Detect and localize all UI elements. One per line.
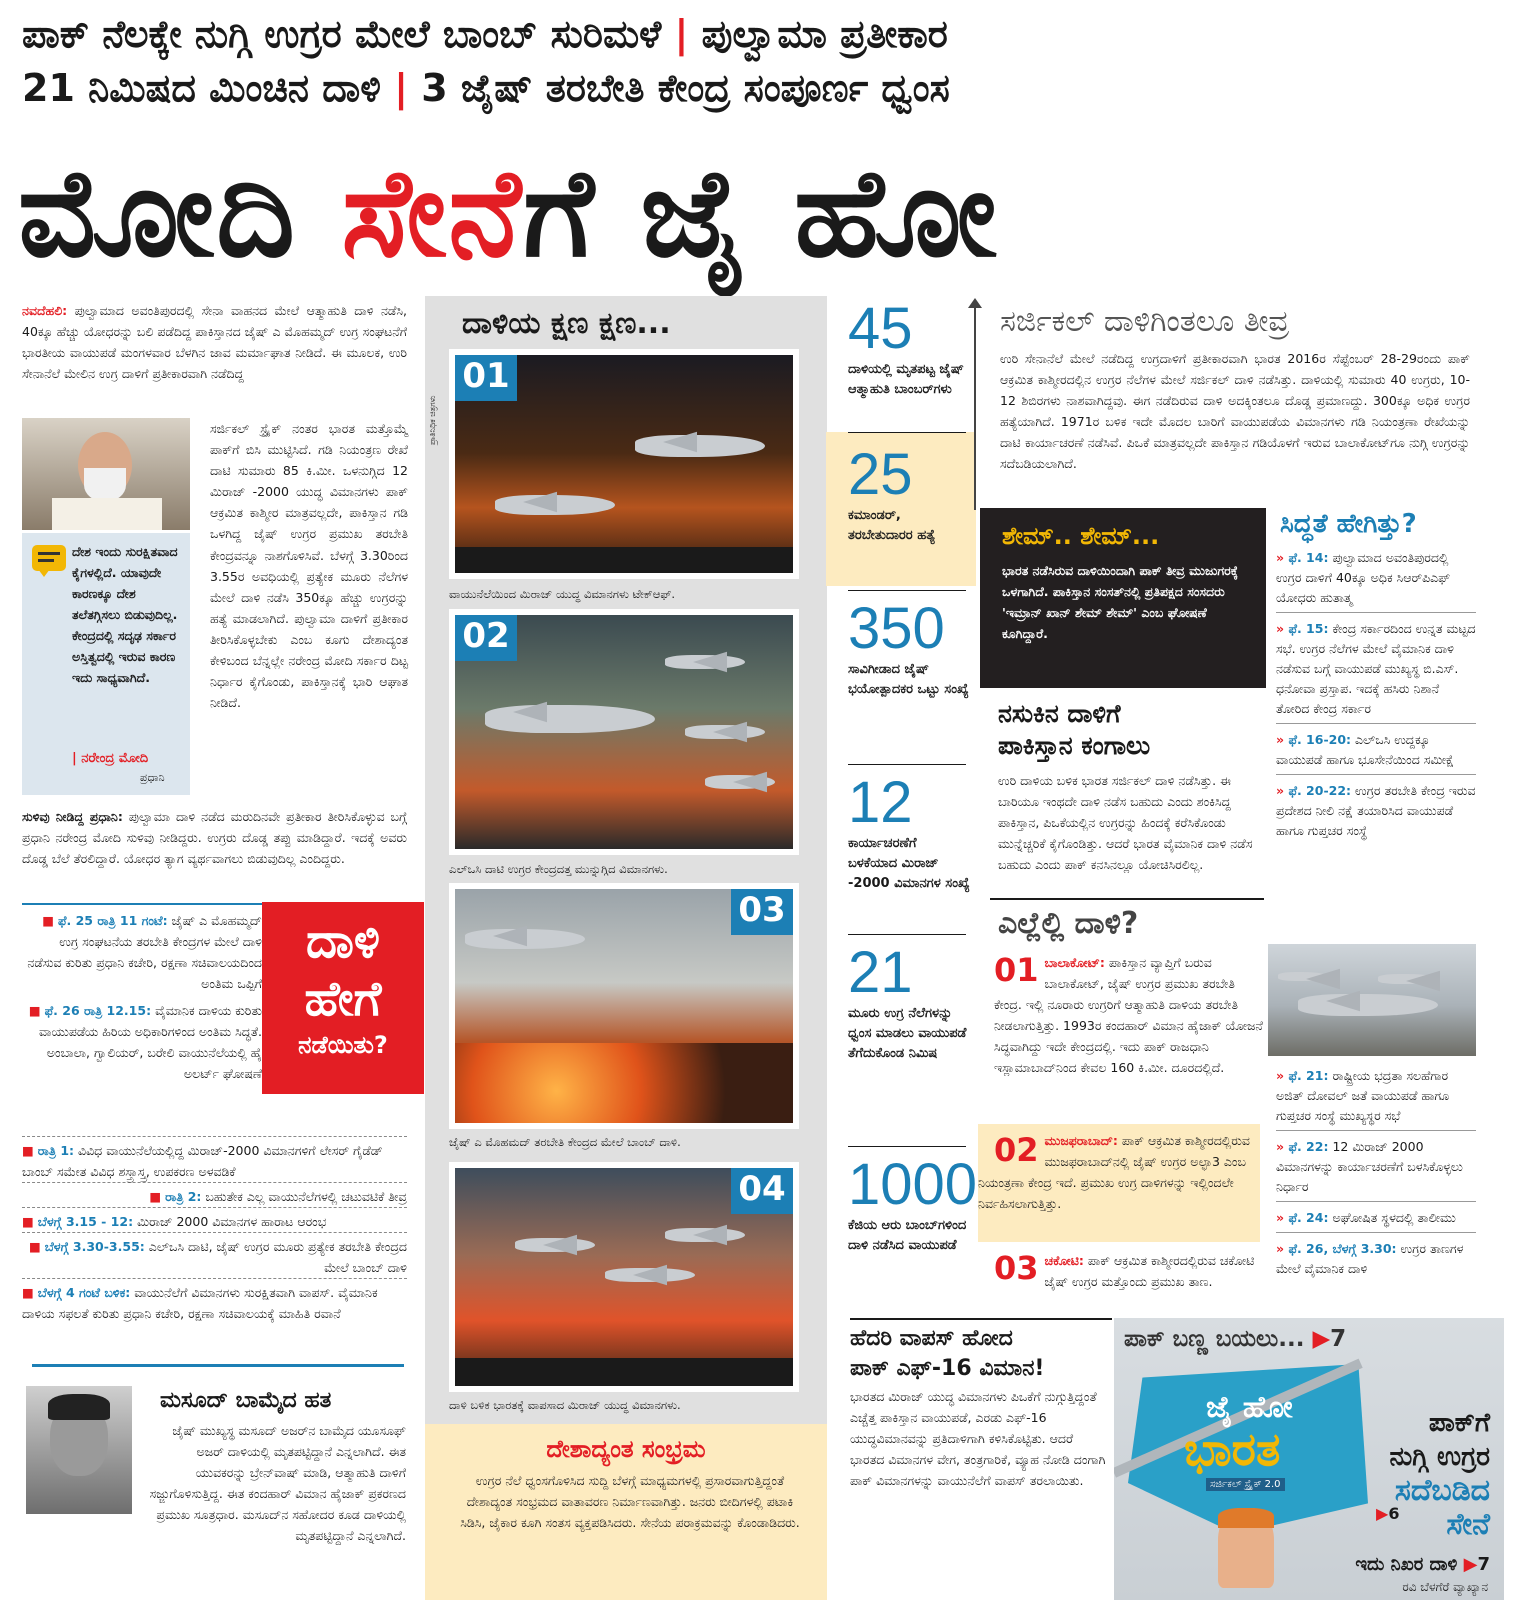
- timeline-time: ಬೆಳಗ್ಗೆ 3.30-3.55:: [44, 1239, 145, 1254]
- promo-top: [1124, 1322, 1346, 1356]
- preparation-time: ಫೆ. 14:: [1288, 550, 1329, 565]
- kicker-line-1-b: ಪುಲ್ವಾಮಾ ಪ್ರತೀಕಾರ: [701, 12, 948, 56]
- timeline-text: ವೈಮಾನಿಕ ದಾಳಿಯ ಕುರಿತು ವಾಯುಪಡೆಯ ಹಿರಿಯ ಅಧಿಕಾರಿಗಳಿಂದ ಅಂತಿಮ ಸಿದ್ಧತೆ. ಅಂಬಾಲಾ, ಗ್ವಾಲಿಯರ್, ಬರೇಲಿ ವಾಯುನೆಲೆಯಲ್ಲಿ ಹೈ ಅಲರ್ಟ್ ಘೋಷಣೆ: [39, 1003, 262, 1081]
- lead-para-1: ಪುಲ್ವಾಮಾದ ಅವಂತಿಪುರದಲ್ಲಿ ಸೇನಾ ವಾಹನದ ಮೇಲೆ ಆತ್ಮಾಹುತಿ ದಾಳಿ ನಡೆಸಿ, 40ಕ್ಕೂ ಹೆಚ್ಚು ಯೋಧರನ್ನು ಬಲಿ ಪಡೆದಿದ್ದ ಪಾಕಿಸ್ತಾನದ ಜೈಷ್ ಎ ಮೊಹಮ್ಮದ್ ಉಗ್ರ ಸಂಘಟನೆಗೆ ಭಾರತೀಯ ವಾಯುಪಡೆ ಮಂಗಳವಾರ ಬೆಳಗಿನ ಜಾವ ಮರ್ಮಾಘಾತ ನೀಡಿದೆ. ಈ ಮೂಲಕ, ಉರಿ ಸೇನಾನೆಲೆ ಮೇಲಿನ ಉಗ್ರ ದಾಳಿಗೆ ಪ್ರತೀಕಾರವಾಗಿ ನಡೆದಿದ್ದ: [22, 303, 407, 381]
- photo-caption-03: ಜೈಷ್ ಎ ಮೊಹಮದ್ ತರಬೇತಿ ಕೇಂದ್ರದ ಮೇಲೆ ಬಾಂಬ್ ದಾಳಿ.: [449, 1135, 681, 1149]
- lead-story-hint: [22, 806, 407, 869]
- promo-top-text: ಪಾಕ್ ಬಣ್ಣ ಬಯಲು...: [1124, 1326, 1305, 1352]
- jet-shape: [515, 1238, 595, 1252]
- kicker-line-2-a: 21 ನಿಮಿಷದ ಮಿಂಚಿನ ದಾಳಿ: [22, 66, 381, 110]
- stat-number: 21: [848, 940, 913, 1005]
- where-item-2: [978, 1124, 1260, 1242]
- shame-text: ಭಾರತ ನಡೆಸಿರುವ ದಾಳಿಯಿಂದಾಗಿ ಪಾಕ್ ತೀವ್ರ ಮುಜುಗರಕ್ಕೆ ಒಳಗಾಗಿದೆ. ಪಾಕಿಸ್ತಾನ ಸಂಸತ್‌ನಲ್ಲಿ ಪ್ರತಿಪಕ್ಷದ ಸಂಸದರು 'ಇಮ್ರಾನ್ ಖಾನ್ ಶೇಮ್ ಶೇಮ್' ಎಂಬ ಘೋಷಣೆ ಕೂಗಿದ್ದಾರೆ.: [1002, 563, 1239, 641]
- stat-text: ಕಾರ್ಯಾಚರಣೆಗೆ ಬಳಕೆಯಾದ ಮಿರಾಜ್ -2000 ವಿಮಾನಗಳ ಸಂಖ್ಯೆ: [848, 836, 970, 891]
- headline-part-2: ಸೇನೆ: [341, 142, 523, 284]
- jet-shape: [665, 655, 745, 669]
- explosion-shape: [455, 1043, 793, 1123]
- stat-text: ಮೂರು ಉಗ್ರ ನೆಲೆಗಳನ್ನು ಧ್ವಂಸ ಮಾಡಲು ವಾಯುಪಡೆ ತೆಗೆದುಕೊಂಡ ನಿಮಿಷ: [848, 1006, 967, 1061]
- surgical-title: ಸರ್ಜಿಕಲ್ ದಾಳಿಗಿಂತಲೂ ತೀವ್ರ: [1000, 304, 1289, 339]
- play-icon: ▶: [1312, 1326, 1331, 1352]
- stat-divider: [848, 934, 966, 935]
- promo-bottom: [1355, 1554, 1490, 1575]
- where-number: 01: [994, 951, 1039, 989]
- surgical-text: ಉರಿ ಸೇನಾನೆಲೆ ಮೇಲೆ ನಡೆದಿದ್ದ ಉಗ್ರದಾಳಿಗೆ ಪ್ರತೀಕಾರವಾಗಿ ಭಾರತ 2016ರ ಸೆಪ್ಟೆಂಬರ್ 28-29ರಂದು ಪಾಕ್ ಆಕ್ರಮಿತ ಕಾಶ್ಮೀರದಲ್ಲಿನ ಉಗ್ರರ ನೆಲೆಗಳ ಮೇಲೆ ಸರ್ಜಿಕಲ್ ದಾಳಿ ನಡೆಸಿತ್ತು. ದಾಳಿಯಲ್ಲಿ ಸುಮಾರು 40 ಉಗ್ರರು, 10-12 ಶಿಬಿರಗಳು ನಾಶವಾಗಿದ್ದವು. ಈಗ ನಡೆದಿರುವ ದಾಳಿ ಅದಕ್ಕಿಂತಲೂ ದೊಡ್ಡ ಪ್ರಮಾಣದ್ದು. 300ಕ್ಕೂ ಅಧಿಕ ಉಗ್ರರ ಹತ್ಯೆಯಾಗಿದೆ. 1971ರ ಬಳಿಕ ಇದೇ ಮೊದಲ ಬಾರಿಗೆ ವಾಯುಪಡೆಯ ವಿಮಾನಗಳು ಗಡಿ ನಿಯಂತ್ರಣಾ ರೇಖೆಯನ್ನು ದಾಟಿ ಕಾರ್ಯಾಚರಣೆ ನಡೆಸಿವೆ. ಪಿಒಕೆ ಮಾತ್ರವಲ್ಲದೇ ಪಾಕಿಸ್ತಾನ ಗಡಿಯೊಳಗೆ ಇರುವ ಬಾಲಾಕೋಟ್‌ಗೂ ನುಗ್ಗಿ ಉಗ್ರರನ್ನು ಸದೆಬಡಿಯಲಾಗಿದೆ.: [1000, 351, 1470, 471]
- stat-text: ಸಾವಿಗೀಡಾದ ಜೈಷ್ ಭಯೋತ್ಪಾದಕರ ಒಟ್ಟು ಸಂಖ್ಯೆ: [848, 662, 969, 697]
- promo-side-2: ನುಗ್ಗಿ ಉಗ್ರರ: [1389, 1442, 1490, 1472]
- kicker-line-1: [22, 10, 1502, 58]
- celebration-box: [425, 1424, 827, 1600]
- where-number: 02: [994, 1131, 1039, 1169]
- preparation-item: » ಫೆ. 26, ಬೆಳಗ್ಗೆ 3.30: ಉಗ್ರರ ತಾಣಗಳ ಮೇಲೆ ವೈಮಾನಿಕ ದಾಳಿ: [1276, 1241, 1464, 1276]
- f16-text: ಭಾರತದ ಮಿರಾಜ್ ಯುದ್ಧ ವಿಮಾನಗಳು ಪಿಒಕೆಗೆ ನುಗ್ಗುತ್ತಿದ್ದಂತೆ ಎಚ್ಚೆತ್ತ ಪಾಕಿಸ್ತಾನ ವಾಯುಪಡೆ, ಎರಡು ಎಫ್-16 ಯುದ್ಧವಿಮಾನವನ್ನು ಪ್ರತಿದಾಳಿಗಾಗಿ ಕಳಿಸಿಕೊಟ್ಟಿತು. ಆದರೆ ಭಾರತದ ವಿಮಾನಗಳ ವೇಗ, ತಂತ್ರಗಾರಿಕೆ, ವ್ಯೂಹ ನೋಡಿ ದಂಗಾಗಿ ಪಾಕ್ ವಿಮಾನಗಳನ್ನು ವಾಯುನೆಲೆಗೆ ವಾಪಸ್ ತರಲಾಯಿತು.: [850, 1389, 1106, 1488]
- how-it-happened-box: [262, 902, 424, 1094]
- stat-text: ಕಮಾಂಡರ್, ತರಬೇತುದಾರರ ಹತ್ಯೆ: [848, 508, 936, 543]
- how-line-3: ನಡೆಯಿತು?: [298, 1031, 388, 1059]
- f16-title-2: ಪಾಕ್ ಎಫ್-16 ವಿಮಾನ!: [850, 1356, 1045, 1381]
- jet-shape: [665, 1228, 745, 1242]
- promo-side-3: ಸದೆಬಡಿದ: [1394, 1473, 1490, 1508]
- stat-number: 1000: [848, 1152, 978, 1217]
- stat-text: ಕೆಜಿಯ ಆರು ಬಾಂಬ್‌ಗಳಿಂದ ದಾಳಿ ನಡೆಸಿದ ವಾಯುಪಡೆ: [848, 1218, 967, 1253]
- lead-story-body: ಸರ್ಜಿಕಲ್ ಸ್ಟ್ರೈಕ್ ನಂತರ ಭಾರತ ಮತ್ತೊಮ್ಮೆ ಪಾಕ್‌ಗೆ ಬಿಸಿ ಮುಟ್ಟಿಸಿದೆ. ಗಡಿ ನಿಯಂತ್ರಣ ರೇಖೆ ದಾಟಿ ಸುಮಾರು 85 ಕಿ.ಮೀ. ಒಳನುಗ್ಗಿದ 12 ಮಿರಾಜ್ -2000 ಯುದ್ಧ ವಿಮಾನಗಳು ಪಾಕ್ ಆಕ್ರಮಿತ ಕಾಶ್ಮೀರ ಮಾತ್ರವಲ್ಲದೇ, ಪಾಕಿಸ್ತಾನ ಗಡಿ ಒಳಗಿದ್ದ ಜೈಷ್ ಉಗ್ರರ ಪ್ರಮುಖ ತರಬೇತಿ ಕೇಂದ್ರವನ್ನೂ ನಾಶಗೊಳಿಸಿವೆ. ಬೆಳಗ್ಗೆ 3.30ರಿಂದ 3.55ರ ಅವಧಿಯಲ್ಲಿ ಪ್ರತ್ಯೇಕ ಮೂರು ನೆಲೆಗಳ ಮೇಲೆ ದಾಳಿ ನಡೆಸಿ 350ಕ್ಕೂ ಹೆಚ್ಚು ಉಗ್ರರನ್ನು ಹತ್ಯೆ ಮಾಡಲಾಗಿದೆ. ಪುಲ್ವಾಮಾ ದಾಳಿಗೆ ಪ್ರತೀಕಾರ ತೀರಿಸಿಕೊಳ್ಳಬೇಕು ಎಂಬ ಕೂಗು ದೇಶಾದ್ಯಂತ ಕೇಳಿಬಂದ ಬೆನ್ನಲ್ಲೇ ನರೇಂದ್ರ ಮೋದಿ ಸರ್ಕಾರ ದಿಟ್ಟ ನಿರ್ಧಾರ ಕೈಗೊಂಡು, ಪಾಕಿಸ್ತಾನಕ್ಕೆ ಭಾರಿ ಆಘಾತ ನೀಡಿದೆ.: [210, 421, 408, 711]
- preparation-time: ಫೆ. 26, ಬೆಳಗ್ಗೆ 3.30:: [1288, 1241, 1397, 1256]
- preparation-item: » ಫೆ. 15: ಕೇಂದ್ರ ಸರ್ಕಾರದಿಂದ ಉನ್ನತ ಮಟ್ಟದ ಸಭೆ. ಉಗ್ರರ ನೆಲೆಗಳ ಮೇಲೆ ವೈಮಾನಿಕ ದಾಳಿ ನಡೆಸುವ ಬಗ್ಗೆ ವಾಯುಪಡೆ ಮುಖ್ಯಸ್ಥ ಬಿ.ಎಸ್. ಧನೋವಾ ಪ್ರಸ್ತಾಪ. ಇದಕ್ಕೆ ಹಸಿರು ನಿಶಾನೆ ತೋರಿದ ಕೇಂದ್ರ ಸರ್ಕಾರ: [1276, 619, 1476, 724]
- celebration-title: ದೇಶಾದ್ಯಂತ ಸಂಭ್ರಮ: [546, 1435, 706, 1463]
- preparation-text: ಉಗ್ರರ ತರಬೇತಿ ಕೇಂದ್ರ ಇರುವ ಪ್ರದೇಶದ ನೀಲಿ ನಕ್ಷೆ ತಯಾರಿಸಿದ ವಾಯುಪಡೆ ಹಾಗೂ ಗುಪ್ತಚರ ಸಂಸ್ಥೆ: [1276, 783, 1476, 838]
- timeline-time: ಫೆ. 26 ರಾತ್ರಿ 12.15:: [44, 1003, 152, 1018]
- lead-dateline: ನವದೆಹಲಿ:: [22, 303, 68, 318]
- lead-hint-lead: ಸುಳಿವು ನೀಡಿದ್ದ ಪ್ರಧಾನಿ:: [22, 809, 123, 824]
- jet-shape: [1278, 972, 1328, 981]
- quote-text: ದೇಶ ಇಂದು ಸುರಕ್ಷಿತವಾದ ಕೈಗಳಲ್ಲಿದೆ. ಯಾವುದೇ ಕಾರಣಕ್ಕೂ ದೇಶ ತಲೆತಗ್ಗಿಸಲು ಬಿಡುವುದಿಲ್ಲ. ಕೇಂದ್ರದಲ್ಲಿ ಸದೃಢ ಸರ್ಕಾರ ಅಸ್ತಿತ್ವದಲ್ಲಿ ಇರುವ ಕಾರಣ ಇದು ಸಾಧ್ಯವಾಗಿದೆ.: [72, 544, 178, 685]
- preparation-time: ಫೆ. 24:: [1288, 1210, 1329, 1225]
- preparation-time: ಫೆ. 22:: [1288, 1139, 1329, 1154]
- masood-text: ಜೈಷ್ ಮುಖ್ಯಸ್ಥ ಮಸೂದ್ ಅಜರ್‌ನ ಬಾಮೈದ ಯೂಸೂಫ್ ಅಜರ್ ದಾಳಿಯಲ್ಲಿ ಮೃತಪಟ್ಟಿದ್ದಾನೆ ಎನ್ನಲಾಗಿದೆ. ಈತ ಯುವಕರನ್ನು ಬ್ರೇನ್‌ವಾಷ್ ಮಾಡಿ, ಆತ್ಮಾಹುತಿ ದಾಳಿಗೆ ಸಜ್ಜುಗೊಳಿಸುತ್ತಿದ್ದ. ಈತ ಕಂದಹಾರ್ ವಿಮಾನ ಹೈಜಾಕ್ ಪ್ರಕರಣದ ಪ್ರಮುಖ ಸೂತ್ರಧಾರ. ಮಸೂದ್‌ನ ಸಹೋದರ ಕೂಡ ದಾಳಿಯಲ್ಲಿ ಮೃತಪಟ್ಟಿದ್ದಾನೆ ಎನ್ನಲಾಗಿದೆ.: [149, 1423, 406, 1543]
- photo-credit: ಪ್ರಾತಿನಿಧಿಕ ಚಿತ್ರಗಳು: [428, 395, 437, 445]
- shame-title: ಶೇಮ್.. ಶೇಮ್...: [1002, 522, 1160, 550]
- preparation-text: ರಾಷ್ಟ್ರೀಯ ಭದ್ರತಾ ಸಲಹೆಗಾರ ಅಜಿತ್ ದೋವಲ್ ಜತೆ ವಾಯುಪಡೆ ಹಾಗೂ ಗುಪ್ತಚರ ಸಂಸ್ಥೆ ಮುಖ್ಯಸ್ಥರ ಸಭೆ: [1276, 1068, 1450, 1123]
- stat-block: [848, 298, 970, 400]
- section-rule: [850, 1318, 1112, 1320]
- modi-photo: [22, 418, 190, 530]
- dawn-title-2: ಪಾಕಿಸ್ತಾನ ಕಂಗಾಲು: [998, 731, 1151, 760]
- where-place: ಮುಜಫರಾಬಾದ್:: [1044, 1133, 1118, 1148]
- timeline-text: ಬಹುತೇಕ ಎಲ್ಲ ವಾಯುನೆಲೆಗಳಲ್ಲಿ ಚಟುವಟಿಕೆ ತೀವ್ರ: [205, 1189, 407, 1204]
- timeline-item: ■ ಬೆಳಗ್ಗೆ 3.15 - 12: ಮಿರಾಜ್ 2000 ವಿಮಾನಗಳ ಹಾರಾಟ ಆರಂಭ: [22, 1207, 407, 1232]
- stat-divider: [848, 1146, 966, 1147]
- promo-side-page-num: 6: [1388, 1504, 1400, 1523]
- timeline-lower: [22, 1136, 407, 1324]
- timeline-time: ಬೆಳಗ್ಗೆ 3.15 - 12:: [37, 1214, 134, 1229]
- quote-name: | ನರೇಂದ್ರ ಮೋದಿ: [72, 751, 149, 766]
- preparation-time: ಫೆ. 15:: [1288, 621, 1329, 636]
- timeline-text: ವಾಯುನೆಲೆಗೆ ವಿಮಾನಗಳು ಸುರಕ್ಷಿತವಾಗಿ ವಾಪಸ್. ವೈಮಾನಿಕ ದಾಳಿಯ ಸಫಲತೆ ಕುರಿತು ಪ್ರಧಾನಿ ಕಚೇರಿ, ರಕ್ಷಣಾ ಸಚಿವಾಲಯಕ್ಕೆ ಮಾಹಿತಿ ರವಾನೆ: [22, 1285, 378, 1321]
- where-text: ಪಾಕ್ ಆಕ್ರಮಿತ ಕಾಶ್ಮೀರದಲ್ಲಿರುವ ಮುಜಫರಾಬಾದ್‌ನಲ್ಲಿ ಜೈಷ್ ಉಗ್ರರ ಅಲ್ಫಾ3 ಎಂಬ ನಿಯಂತ್ರಣಾ ಕೇಂದ್ರ ಇದೆ. ಪ್ರಮುಖ ಉಗ್ರ ದಾಳಿಗಳನ್ನು ಇಲ್ಲಿಂದಲೇ ನಿರ್ವಹಿಸಲಾಗುತ್ತಿತ್ತು.: [978, 1133, 1250, 1211]
- stat-block: [848, 444, 970, 546]
- airbase-photo: [1268, 944, 1476, 1056]
- kicker-line-2-b: 3 ಜೈಷ್ ತರಬೇತಿ ಕೇಂದ್ರ ಸಂಪೂರ್ಣ ಧ್ವಂಸ: [421, 66, 950, 110]
- f16-title: [850, 1324, 1044, 1384]
- promo-tag: ಸರ್ಜಿಕಲ್ ಸ್ಟ್ರೈಕ್ 2.0: [1206, 1478, 1285, 1491]
- kicker-line-2: [22, 64, 1502, 112]
- stat-number: 12: [848, 770, 913, 835]
- main-headline: [18, 128, 1508, 298]
- shawl-shape: [52, 498, 162, 530]
- dawn-title-1: ನಸುಕಿನ ದಾಳಿಗೆ: [998, 699, 1121, 728]
- timeline-item: ■ ರಾತ್ರಿ 1: ವಿವಿಧ ವಾಯುನೆಲೆಯಲ್ಲಿದ್ದ ಮಿರಾಜ್-2000 ವಿಮಾನಗಳಿಗೆ ಲೇಸರ್ ಗೈಡೆಡ್ ಬಾಂಬ್ ಸಮೇತ ವಿವಿಧ ಶಸ್ತ್ರಾಸ್ತ್ರ, ಉಪಕರಣ ಅಳವಡಿಕೆ: [22, 1136, 407, 1182]
- where-item-1: [994, 952, 1264, 1078]
- preparation-title: ಸಿದ್ಧತೆ ಹೇಗಿತ್ತು?: [1280, 509, 1417, 539]
- vertical-rule: [974, 300, 976, 510]
- timeline-item: ■ ಬೆಳಗ್ಗೆ 4 ಗಂಟೆ ಬಳಿಕ: ವಾಯುನೆಲೆಗೆ ವಿಮಾನಗಳು ಸುರಕ್ಷಿತವಾಗಿ ವಾಪಸ್. ವೈಮಾನಿಕ ದಾಳಿಯ ಸಫಲತೆ ಕುರಿತು ಪ್ರಧಾನಿ ಕಚೇರಿ, ರಕ್ಷಣಾ ಸಚಿವಾಲಯಕ್ಕೆ ಮಾಹಿತಿ ರವಾನೆ: [22, 1278, 407, 1324]
- section-rule: [990, 898, 1264, 900]
- stat-block: [848, 942, 970, 1064]
- stat-divider: [848, 764, 966, 765]
- dawn-text: ಉರಿ ದಾಳಿಯ ಬಳಿಕ ಭಾರತ ಸರ್ಜಿಕಲ್ ದಾಳಿ ನಡೆಸಿತ್ತು. ಈ ಬಾರಿಯೂ ಇಂಥದೇ ದಾಳಿ ನಡೆಸ ಬಹುದು ಎಂದು ಶಂಕಿಸಿದ್ದ ಪಾಕಿಸ್ತಾನ, ಪಿಒಕೆಯಲ್ಲಿನ ಉಗ್ರರನ್ನು ಹಿಂದಕ್ಕೆ ಕರೆಸಿಕೊಂಡು ಮುನ್ನೆಚ್ಚರಿಕೆ ಕೈಗೊಂಡಿತ್ತು. ಆದರೆ ಭಾರತ ವೈಮಾನಿಕ ದಾಳಿ ನಡೆಸ ಬಹುದು ಎಂದು ಪಾಕ್ ಕನಸಿನಲ್ಲೂ ಯೋಚಿಸಿರಲಿಲ್ಲ.: [998, 773, 1253, 872]
- preparation-text: ಕೇಂದ್ರ ಸರ್ಕಾರದಿಂದ ಉನ್ನತ ಮಟ್ಟದ ಸಭೆ. ಉಗ್ರರ ನೆಲೆಗಳ ಮೇಲೆ ವೈಮಾನಿಕ ದಾಳಿ ನಡೆಸುವ ಬಗ್ಗೆ ವಾಯುಪಡೆ ಮುಖ್ಯಸ್ಥ ಬಿ.ಎಸ್. ಧನೋವಾ ಪ್ರಸ್ತಾಪ. ಇದಕ್ಕೆ ಹಸಿರು ನಿಶಾನೆ ತೋರಿದ ಕೇಂದ್ರ ಸರ್ಕಾರ: [1276, 621, 1476, 716]
- masood-rule: [32, 1364, 404, 1367]
- headline-part-3: ಗೆ ಜೈ ಹೋ: [522, 142, 999, 284]
- stat-text: ದಾಳಿಯಲ್ಲಿ ಮೃತಪಟ್ಟ ಜೈಷ್ ಆತ್ಮಾಹುತಿ ಬಾಂಬರ್‌ಗಳು: [848, 362, 964, 397]
- masood-title: ಮಸೂದ್ ಬಾಮೈದ ಹತ: [160, 1388, 332, 1413]
- jet-shape: [495, 495, 615, 515]
- photo-number-03: 03: [731, 889, 793, 935]
- how-line-1: ದಾಳಿ: [305, 913, 381, 969]
- photo-caption-04: ದಾಳಿ ಬಳಿಕ ಭಾರತಕ್ಕೆ ವಾಪಸಾದ ಮಿರಾಜ್ ಯುದ್ಧ ವಿಮಾನಗಳು.: [449, 1398, 681, 1412]
- dawn-title: [998, 698, 1150, 762]
- jet-shape: [465, 929, 585, 949]
- play-icon: ▶: [1376, 1504, 1389, 1523]
- modi-figure: [1218, 1508, 1274, 1588]
- promo-side-page: [1376, 1504, 1399, 1523]
- ground-shape: [455, 1358, 793, 1386]
- play-icon: ▶: [1463, 1554, 1478, 1575]
- jet-shape: [605, 1268, 695, 1282]
- quote-role: ಪ್ರಧಾನಿ: [140, 771, 165, 784]
- quote-box: [22, 533, 190, 795]
- stat-block: [848, 1154, 978, 1256]
- stat-number: 45: [848, 296, 913, 361]
- jet-shape: [1298, 994, 1438, 1016]
- timeline-text: ಮಿರಾಜ್ 2000 ವಿಮಾನಗಳ ಹಾರಾಟ ಆರಂಭ: [137, 1214, 327, 1229]
- runway-shape: [455, 547, 793, 573]
- preparation-time: ಫೆ. 16-20:: [1288, 732, 1352, 747]
- timeline-text: ಎಲ್‌ಒಸಿ ದಾಟಿ, ಜೈಷ್ ಉಗ್ರರ ಮೂರು ಪ್ರತ್ಯೇಕ ತರಬೇತಿ ಕೇಂದ್ರದ ಮೇಲೆ ಬಾಂಬ್ ದಾಳಿ: [148, 1239, 407, 1275]
- preparation-item: » ಫೆ. 21: ರಾಷ್ಟ್ರೀಯ ಭದ್ರತಾ ಸಲಹೆಗಾರ ಅಜಿತ್ ದೋವಲ್ ಜತೆ ವಾಯುಪಡೆ ಹಾಗೂ ಗುಪ್ತಚರ ಸಂಸ್ಥೆ ಮುಖ್ಯಸ್ಥರ ಸಭೆ: [1276, 1066, 1476, 1131]
- timeline-item: ■ ಫೆ. 25 ರಾತ್ರಿ 11 ಗಂಟೆ: ಜೈಷ್ ಎ ಮೊಹಮ್ಮದ್ ಉಗ್ರ ಸಂಘಟನೆಯ ತರಬೇತಿ ಕೇಂದ್ರಗಳ ಮೇಲೆ ದಾಳಿ ನಡೆಸುವ ಕುರಿತು ಪ್ರಧಾನಿ ಕಚೇರಿ, ರಕ್ಷಣಾ ಸಚಿವಾಲಯದಿಂದ ಅಂತಿಮ ಒಪ್ಪಿಗೆ: [27, 913, 262, 991]
- promo-jai: ಜೈ ಹೋ: [1206, 1390, 1293, 1425]
- timeline-top-rule: [22, 903, 262, 905]
- preparation-text: ಅಘೋಷಿತ ಸ್ಥಳದಲ್ಲಿ ತಾಲೀಮು: [1332, 1210, 1456, 1225]
- where-place: ಚಕೋಟಿ:: [1044, 1253, 1084, 1268]
- f16-title-1: ಹೆದರಿ ವಾಪಸ್ ಹೋದ: [850, 1326, 1013, 1351]
- preparation-text: ಪುಲ್ವಾಮಾದ ಅವಂತಿಪುರದಲ್ಲಿ ಉಗ್ರರ ದಾಳಿಗೆ 40ಕ್ಕೂ ಅಧಿಕ ಸಿಆರ್‌ಪಿಎಫ್ ಯೋಧರು ಹುತಾತ್ಮ: [1276, 550, 1451, 605]
- shame-box: [980, 508, 1266, 688]
- preparation-list-bottom: [1276, 1066, 1476, 1289]
- photo-caption-02: ಎಲ್‌ಒಸಿ ದಾಟಿ ಉಗ್ರರ ಕೇಂದ್ರದತ್ತ ಮುನ್ನುಗ್ಗಿದ ವಿಮಾನಗಳು.: [449, 862, 668, 876]
- promo-bharat: ಭಾರತ: [1184, 1422, 1281, 1476]
- timeline-time: ರಾತ್ರಿ 2:: [165, 1189, 202, 1204]
- jet-shape: [635, 435, 765, 457]
- kicker-divider: |: [394, 66, 422, 110]
- hair-shape: [48, 1394, 110, 1420]
- masood-photo: [26, 1386, 132, 1514]
- stat-block: [848, 598, 970, 700]
- celebration-text: ಉಗ್ರರ ನೆಲೆ ಧ್ವಂಸಗೊಳಿಸಿದ ಸುದ್ದಿ ಬೆಳಗ್ಗೆ ಮಾಧ್ಯಮಗಳಲ್ಲಿ ಪ್ರಸಾರವಾಗುತ್ತಿದ್ದಂತೆ ದೇಶಾದ್ಯಂತ ಸಂಭ್ರಮದ ವಾತಾವರಣ ನಿರ್ಮಾಣವಾಗಿತ್ತು. ಜನರು ಬೀದಿಗಳಲ್ಲಿ ಪಟಾಕಿ ಸಿಡಿಸಿ, ಜೈಕಾರ ಕೂಗಿ ಸಂತಸ ವ್ಯಕ್ತಪಡಿಸಿದರು. ಸೇನೆಯ ಪರಾಕ್ರಮವನ್ನು ಕೊಂಡಾಡಿದರು.: [460, 1473, 800, 1530]
- promo-box[interactable]: [1114, 1318, 1504, 1600]
- timeline-item: ■ ಬೆಳಗ್ಗೆ 3.30-3.55: ಎಲ್‌ಒಸಿ ದಾಟಿ, ಜೈಷ್ ಉಗ್ರರ ಮೂರು ಪ್ರತ್ಯೇಕ ತರಬೇತಿ ಕೇಂದ್ರದ ಮೇಲೆ ಬಾಂಬ್ ದಾಳಿ: [22, 1232, 407, 1278]
- preparation-item: » ಫೆ. 20-22: ಉಗ್ರರ ತರಬೇತಿ ಕೇಂದ್ರ ಇರುವ ಪ್ರದೇಶದ ನೀಲಿ ನಕ್ಷೆ ತಯಾರಿಸಿದ ವಾಯುಪಡೆ ಹಾಗೂ ಗುಪ್ತಚರ ಸಂಸ್ಥೆ: [1276, 783, 1476, 838]
- preparation-text: 12 ಮಿರಾಜ್ 2000 ವಿಮಾನಗಳನ್ನು ಕಾರ್ಯಾಚರಣೆಗೆ ಬಳಸಿಕೊಳ್ಳಲು ನಿರ್ಧಾರ: [1276, 1139, 1463, 1194]
- promo-bottom-page: 7: [1477, 1554, 1490, 1575]
- preparation-item: » ಫೆ. 14: ಪುಲ್ವಾಮಾದ ಅವಂತಿಪುರದಲ್ಲಿ ಉಗ್ರರ ದಾಳಿಗೆ 40ಕ್ಕೂ ಅಧಿಕ ಸಿಆರ್‌ಪಿಎಫ್ ಯೋಧರು ಹುತಾತ್ಮ: [1276, 548, 1476, 613]
- preparation-text: ಉಗ್ರರ ತಾಣಗಳ ಮೇಲೆ ವೈಮಾನಿಕ ದಾಳಿ: [1276, 1241, 1464, 1276]
- photo-number-02: 02: [455, 615, 517, 661]
- photo-number-04: 04: [731, 1168, 793, 1214]
- preparation-list-top: [1276, 548, 1476, 851]
- how-line-2: ಹೇಗೆ: [304, 971, 382, 1027]
- stat-number: 350: [848, 596, 945, 661]
- where-number: 03: [994, 1249, 1039, 1287]
- promo-side: [1390, 1406, 1490, 1542]
- timeline-upper: [22, 910, 262, 1084]
- promo-bottom-sub: ರವಿ ಬೆಳಗೆರೆ ವ್ಯಾಖ್ಯಾನ: [1402, 1580, 1488, 1594]
- where-text: ಪಾಕಿಸ್ತಾನ ವ್ಯಾಪ್ತಿಗೆ ಬರುವ ಬಾಲಾಕೋಟ್, ಜೈಷ್ ಉಗ್ರರ ಪ್ರಮುಖ ತರಬೇತಿ ಕೇಂದ್ರ. ಇಲ್ಲಿ ನೂರಾರು ಉಗ್ರರಿಗೆ ಆತ್ಮಾಹುತಿ ದಾಳಿಯ ತರಬೇತಿ ನೀಡಲಾಗುತ್ತಿತ್ತು. 1993ರ ಕಂದಹಾರ್ ವಿಮಾನ ಹೈಜಾಕ್ ಯೋಜನೆ ಸಿದ್ಧವಾಗಿದ್ದು ಇದೇ ಕೇಂದ್ರದಲ್ಲಿ. ಇದು ಪಾಕ್ ರಾಜಧಾನಿ ಇಸ್ಲಾಮಾಬಾದ್‌ನಿಂದ ಕೇವಲ 160 ಕಿ.ಮೀ. ದೂರದಲ್ಲಿದೆ.: [994, 955, 1263, 1075]
- timeline-time: ರಾತ್ರಿ 1:: [37, 1143, 75, 1158]
- beard-shape: [84, 468, 126, 502]
- preparation-time: ಫೆ. 21:: [1288, 1068, 1329, 1083]
- where-item-3: [994, 1250, 1264, 1292]
- jet-shape: [705, 775, 775, 789]
- where-text: ಪಾಕ್ ಆಕ್ರಮಿತ ಕಾಶ್ಮೀರದಲ್ಲಿರುವ ಚಕೋಟಿ ಜೈಷ್ ಉಗ್ರರ ಮತ್ತೊಂದು ಪ್ರಮುಖ ತಾಣ.: [1044, 1253, 1255, 1289]
- preparation-item: » ಫೆ. 16-20: ಎಲ್‌ಒಸಿ ಉದ್ದಕ್ಕೂ ವಾಯುಪಡೆ ಹಾಗೂ ಭೂಸೇನೆಯಿಂದ ಸಮೀಕ್ಷೆ: [1276, 730, 1476, 775]
- jet-shape: [1378, 974, 1438, 984]
- kicker-divider: |: [674, 12, 702, 56]
- stat-number: 25: [848, 442, 913, 507]
- headline-part-1: ಮೋದಿ: [18, 142, 342, 284]
- photo-caption-01: ವಾಯುನೆಲೆಯಿಂದ ಮಿರಾಜ್ ಯುದ್ಧ ವಿಮಾನಗಳು ಟೇಕ್‌ಆಫ್.: [449, 587, 676, 601]
- timeline-time: ಬೆಳಗ್ಗೆ 4 ಗಂಟೆ ಬಳಿಕ:: [37, 1285, 131, 1300]
- moment-title: ದಾಳಿಯ ಕ್ಷಣ ಕ್ಷಣ...: [462, 306, 671, 341]
- stat-block: [848, 772, 970, 894]
- jet-shape: [685, 725, 765, 739]
- preparation-item: » ಫೆ. 24: ಅಘೋಷಿತ ಸ್ಥಳದಲ್ಲಿ ತಾಲೀಮು: [1276, 1208, 1476, 1233]
- promo-side-1: ಪಾಕ್‌ಗೆ: [1428, 1408, 1490, 1438]
- timeline-time: ಫೆ. 25 ರಾತ್ರಿ 11 ಗಂಟೆ:: [57, 913, 168, 928]
- preparation-text: ಎಲ್‌ಒಸಿ ಉದ್ದಕ್ಕೂ ವಾಯುಪಡೆ ಹಾಗೂ ಭೂಸೇನೆಯಿಂದ ಸಮೀಕ್ಷೆ: [1276, 732, 1454, 767]
- quote-name-text: ನರೇಂದ್ರ ಮೋದಿ: [81, 751, 149, 766]
- where-place: ಬಾಲಾಕೋಟ್:: [1044, 955, 1105, 970]
- lead-hint-text: ಪುಲ್ವಾಮಾ ದಾಳಿ ನಡೆದ ಮರುದಿನವೇ ಪ್ರತೀಕಾರ ತೀರಿಸಿಕೊಳ್ಳುವ ಬಗ್ಗೆ ಪ್ರಧಾನಿ ನರೇಂದ್ರ ಮೋದಿ ಸುಳಿವು ನೀಡಿದ್ದರು. ಉಗ್ರರು ದೊಡ್ಡ ತಪ್ಪು ಮಾಡಿದ್ದಾರೆ. ಇದಕ್ಕೆ ಅವರು ದೊಡ್ಡ ಬೆಲೆ ತೆರಲಿದ್ದಾರೆ. ಯೋಧರ ತ್ಯಾಗ ವ್ಯರ್ಥವಾಗಲು ಬಿಡುವುದಿಲ್ಲ ಎಂದಿದ್ದರು.: [22, 809, 407, 866]
- stat-divider: [848, 590, 966, 591]
- timeline-text: ಜೈಷ್ ಎ ಮೊಹಮ್ಮದ್ ಉಗ್ರ ಸಂಘಟನೆಯ ತರಬೇತಿ ಕೇಂದ್ರಗಳ ಮೇಲೆ ದಾಳಿ ನಡೆಸುವ ಕುರಿತು ಪ್ರಧಾನಿ ಕಚೇರಿ, ರಕ್ಷಣಾ ಸಚಿವಾಲಯದಿಂದ ಅಂತಿಮ ಒಪ್ಪಿಗೆ: [27, 913, 262, 991]
- timeline-text: ವಿವಿಧ ವಾಯುನೆಲೆಯಲ್ಲಿದ್ದ ಮಿರಾಜ್-2000 ವಿಮಾನಗಳಿಗೆ ಲೇಸರ್ ಗೈಡೆಡ್ ಬಾಂಬ್ ಸಮೇತ ವಿವಿಧ ಶಸ್ತ್ರಾಸ್ತ್ರ, ಉಪಕರಣ ಅಳವಡಿಕೆ: [22, 1143, 383, 1179]
- promo-top-page: 7: [1330, 1326, 1347, 1352]
- speech-bubble-icon: [32, 545, 66, 571]
- kicker-line-1-a: ಪಾಕ್ ನೆಲಕ್ಕೇ ನುಗ್ಗಿ ಉಗ್ರರ ಮೇಲೆ ಬಾಂಬ್ ಸುರಿಮಳೆ: [22, 12, 662, 56]
- promo-side-4: ಸೇನೆ: [1446, 1507, 1490, 1542]
- preparation-item: » ಫೆ. 22: 12 ಮಿರಾಜ್ 2000 ವಿಮಾನಗಳನ್ನು ಕಾರ್ಯಾಚರಣೆಗೆ ಬಳಸಿಕೊಳ್ಳಲು ನಿರ್ಧಾರ: [1276, 1137, 1476, 1202]
- timeline-item: ■ ರಾತ್ರಿ 2: ಬಹುತೇಕ ಎಲ್ಲ ವಾಯುನೆಲೆಗಳಲ್ಲಿ ಚಟುವಟಿಕೆ ತೀವ್ರ: [22, 1182, 407, 1207]
- promo-bottom-text: ಇದು ನಿಖರ ದಾಳಿ: [1355, 1554, 1458, 1575]
- lead-story-intro: [22, 300, 407, 384]
- stat-divider: [848, 432, 966, 433]
- preparation-time: ಫೆ. 20-22:: [1288, 783, 1352, 798]
- jet-shape: [485, 705, 655, 733]
- arrow-up-icon: [968, 298, 982, 308]
- where-title: ಎಲ್ಲೆಲ್ಲಿ ದಾಳಿ?: [998, 906, 1139, 941]
- photo-number-01: 01: [455, 355, 517, 401]
- timeline-item: ■ ಫೆ. 26 ರಾತ್ರಿ 12.15: ವೈಮಾನಿಕ ದಾಳಿಯ ಕುರಿತು ವಾಯುಪಡೆಯ ಹಿರಿಯ ಅಧಿಕಾರಿಗಳಿಂದ ಅಂತಿಮ ಸಿದ್ಧತೆ. ಅಂಬಾಲಾ, ಗ್ವಾಲಿಯರ್, ಬರೇಲಿ ವಾಯುನೆಲೆಯಲ್ಲಿ ಹೈ ಅಲರ್ಟ್ ಘೋಷಣೆ: [28, 1003, 262, 1081]
